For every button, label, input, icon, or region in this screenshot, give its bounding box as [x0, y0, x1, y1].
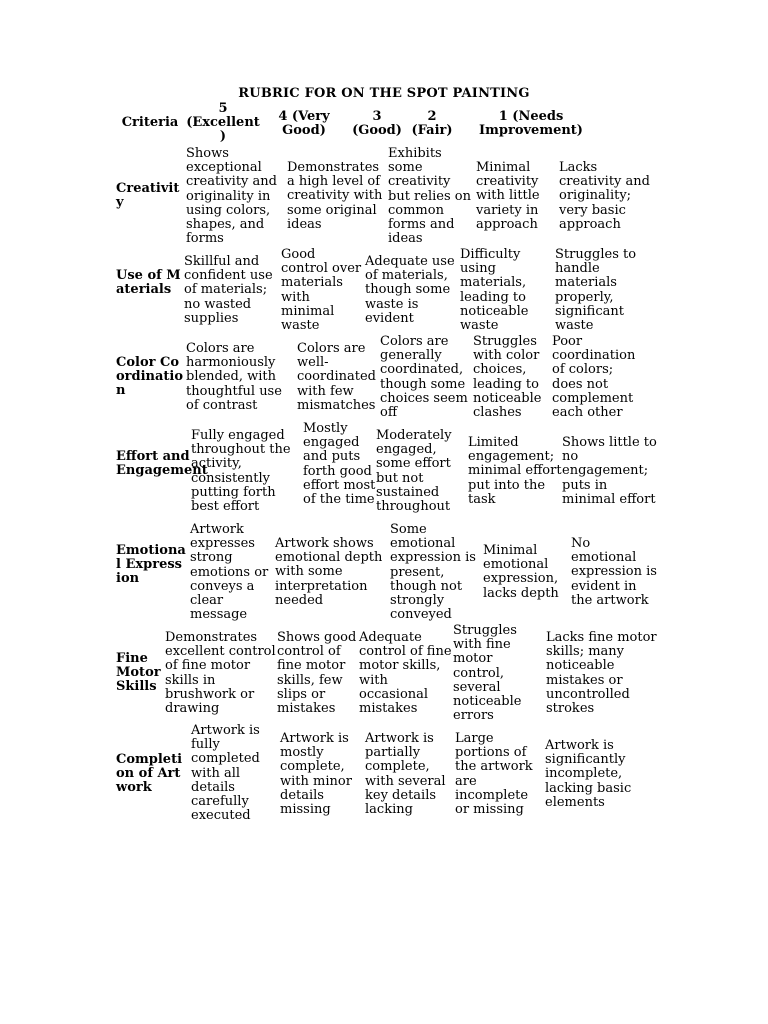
criterion-fine-motor-skills: Fine Motor Skills: [116, 651, 161, 695]
criterion-effort-and-engagement: Effort and Engagement: [116, 449, 208, 479]
descriptor-color-coordination-2: Struggles with color choices, leading to noticeable clashes: [473, 334, 542, 421]
descriptor-fine-motor-skills-3: Adequate control of fine motor skills, with occasional mistakes: [359, 630, 452, 717]
descriptor-emotional-expression-1: No emotional expression is evident in the artwork: [571, 536, 657, 608]
descriptor-emotional-expression-4: Artwork shows emotional depth with some interpretation needed: [275, 536, 383, 608]
descriptor-fine-motor-skills-2: Struggles with fine motor control, several noticeable errors: [453, 623, 522, 724]
descriptor-effort-and-engagement-3: Moderately engaged, some effort but not sustained throughout: [376, 428, 452, 515]
descriptor-fine-motor-skills-4: Shows good control of fine motor skills, few slips or mistakes: [277, 630, 357, 717]
descriptor-creativity-4: Demonstrates a high level of creativity with some original ideas: [287, 160, 383, 232]
descriptor-use-of-materials-2: Difficulty using materials, leading to noticeable waste: [460, 247, 529, 334]
descriptor-use-of-materials-5: Skillful and confident use of materials; no wasted supplies: [184, 254, 273, 326]
descriptor-completion-of-artwork-5: Artwork is fully completed with all details carefully executed: [191, 723, 260, 824]
descriptor-fine-motor-skills-1: Lacks fine motor skills; many noticeable mistakes or uncontrolled strokes: [546, 630, 657, 717]
criterion-use-of-materials: Use of Materials: [116, 268, 181, 298]
criterion-emotional-expression: Emotional Expression: [116, 543, 186, 587]
descriptor-use-of-materials-1: Struggles to handle materials properly, significant waste: [555, 247, 637, 334]
criterion-creativity: Creativity: [116, 181, 180, 211]
descriptor-emotional-expression-3: Some emotional expression is present, though not strongly conveyed: [390, 522, 476, 623]
descriptor-color-coordination-1: Poor coordination of colors; does not complement each other: [552, 334, 636, 421]
descriptor-color-coordination-5: Colors are harmoniously blended, with thoughtful use of contrast: [186, 341, 282, 413]
descriptor-creativity-3: Exhibits some creativity but relies on common forms and ideas: [388, 146, 471, 247]
descriptor-creativity-5: Shows exceptional creativity and originality in using colors, shapes, and forms: [186, 146, 277, 247]
descriptor-completion-of-artwork-1: Artwork is significantly incomplete, lacking basic elements: [545, 738, 632, 810]
descriptor-creativity-2: Minimal creativity with little variety in approach: [476, 160, 540, 232]
descriptor-completion-of-artwork-2: Large portions of the artwork are incomplete or missing: [455, 731, 533, 818]
descriptor-use-of-materials-3: Adequate use of materials, though some waste is evident: [365, 254, 455, 326]
header-score-5: 5 (Excellent ): [186, 101, 260, 144]
header-score-2: 2 (Fair): [411, 109, 453, 138]
descriptor-color-coordination-3: Colors are generally coordinated, though some choices seem off: [380, 334, 468, 421]
descriptor-fine-motor-skills-5: Demonstrates excellent control of fine motor skills in brushwork or drawing: [165, 630, 276, 717]
criterion-color-coordination: Color Coordination: [116, 355, 184, 399]
descriptor-color-coordination-4: Colors are well-coordinated with few mismatches: [297, 341, 376, 413]
descriptor-creativity-1: Lacks creativity and originality; very basic approach: [559, 160, 650, 232]
header-criteria: Criteria: [121, 115, 179, 130]
descriptor-use-of-materials-4: Good control over materials with minimal waste: [281, 247, 362, 334]
descriptor-completion-of-artwork-4: Artwork is mostly complete, with minor details missing: [280, 731, 352, 818]
header-score-3: 3 (Good): [352, 109, 402, 138]
descriptor-effort-and-engagement-2: Limited engagement; minimal effort put into the task: [468, 435, 562, 507]
criterion-completion-of-artwork: Completion of Artwork: [116, 752, 183, 796]
descriptor-effort-and-engagement-1: Shows little to no engagement; puts in minimal effort: [562, 435, 657, 507]
page-title: RUBRIC FOR ON THE SPOT PAINTING: [238, 86, 530, 101]
descriptor-effort-and-engagement-5: Fully engaged throughout the activity, consistently putting forth best effort: [191, 428, 291, 515]
header-score-1: 1 (Needs Improvement): [479, 109, 583, 138]
descriptor-emotional-expression-2: Minimal emotional expression, lacks depth: [483, 543, 559, 601]
descriptor-emotional-expression-5: Artwork expresses strong emotions or conveys a clear message: [190, 522, 269, 623]
header-score-4: 4 (Very Good): [278, 109, 330, 138]
descriptor-completion-of-artwork-3: Artwork is partially complete, with several key details lacking: [365, 731, 446, 818]
descriptor-effort-and-engagement-4: Mostly engaged and puts forth good effort most of the time: [303, 421, 376, 508]
